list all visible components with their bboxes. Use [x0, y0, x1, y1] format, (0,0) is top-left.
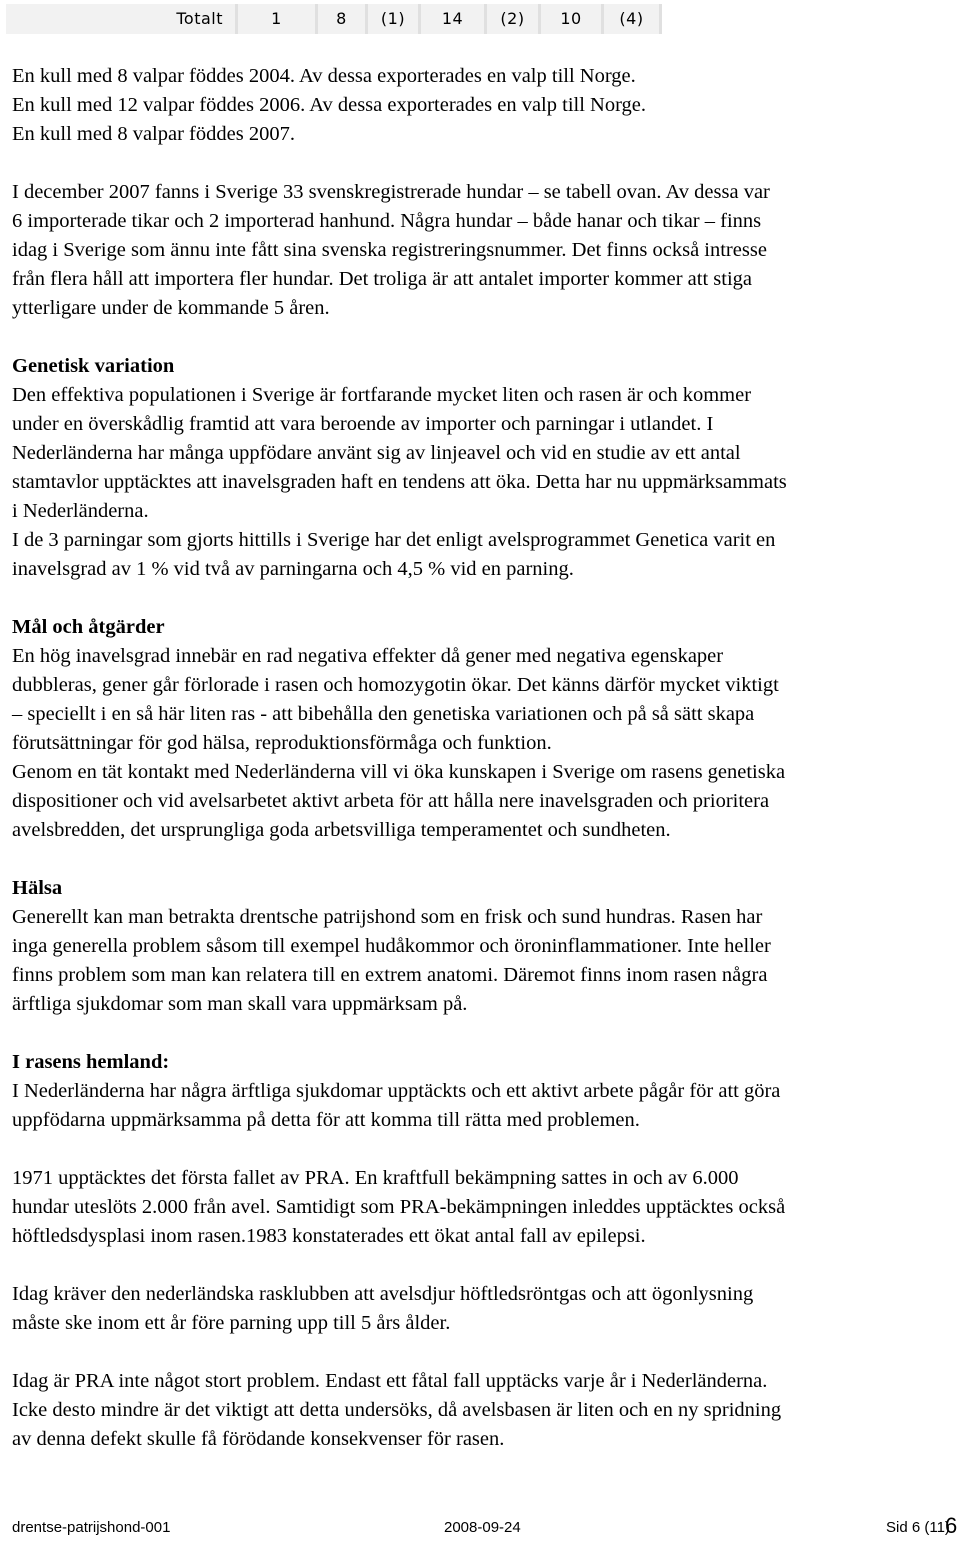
- text-line: avelsbredden, det ursprungliga goda arbetsvilliga temperamentet och sundheten.: [12, 819, 671, 841]
- text-line: från flera håll att importera fler hundar. Det troliga är att antalet importer kommer att stiga: [12, 268, 752, 290]
- section-heading: Genetisk variation: [12, 355, 175, 377]
- stats-table-row: [6, 4, 662, 34]
- table-cell: (1): [368, 4, 421, 34]
- text-line: Icke desto mindre är det viktigt att detta undersöks, då avelsbasen är liten och en ny spridning: [12, 1399, 782, 1421]
- goals-section: [12, 613, 960, 845]
- text-line: inga generella problem såsom till exempel hudåkommor och öroninflammationer. Inte heller: [12, 935, 771, 957]
- text-line: dubbleras, gener går förlorade i rasen och homozygotin ökar. Det känns därför mycket viktigt: [12, 674, 779, 696]
- text-line: måste ske inom ett år före parning upp till 5 års ålder.: [12, 1312, 451, 1334]
- text-line: En kull med 8 valpar föddes 2004. Av dessa exporterades en valp till Norge.: [12, 65, 636, 87]
- text-line: uppfödarna uppmärksamma på detta för att komma till rätta med problemen.: [12, 1109, 640, 1131]
- text-line: ärftliga sjukdomar som man skall vara uppmärksam på.: [12, 993, 468, 1015]
- table-cell-total-label: Totalt: [6, 4, 238, 34]
- text-line: 1971 upptäcktes det första fallet av PRA. En kraftfull bekämpning sattes in och av 6.000: [12, 1167, 739, 1189]
- page-number: 6: [945, 1513, 958, 1538]
- intro-paragraph: [12, 62, 960, 149]
- text-line: I december 2007 fanns i Sverige 33 svenskregistrerade hundar – se tabell ovan. Av dessa var: [12, 181, 770, 203]
- text-line: En kull med 8 valpar föddes 2007.: [12, 123, 295, 145]
- text-line: I de 3 parningar som gjorts hittills i Sverige har det enligt avelsprogrammet Genetica varit en: [12, 529, 776, 551]
- section-heading: Mål och åtgärder: [12, 616, 165, 638]
- table-cell: 10: [541, 4, 604, 34]
- page-footer: [12, 1513, 960, 1541]
- text-line: Generellt kan man betrakta drentsche patrijshond som en frisk och sund hundras. Rasen har: [12, 906, 763, 928]
- table-cell: (2): [487, 4, 541, 34]
- text-line: dispositioner och vid avelsarbetet aktivt arbeta för att hålla nere inavelsgraden och prioritera: [12, 790, 770, 812]
- text-line: hundar uteslöts 2.000 från avel. Samtidigt som PRA-bekämpningen inleddes upptäcktes också: [12, 1196, 786, 1218]
- text-line: 6 importerade tikar och 2 importerad hanhund. Några hundar – både hanar och tikar – finns: [12, 210, 762, 232]
- text-line: Idag kräver den nederländska rasklubben att avelsdjur höftledsröntgas och att ögonlysning: [12, 1283, 754, 1305]
- homeland-section: [12, 1048, 960, 1454]
- text-line: förutsättningar för god hälsa, reproduktionsförmåga och funktion.: [12, 732, 552, 754]
- text-line: av denna defekt skulle få förödande konsekvenser för rasen.: [12, 1428, 505, 1450]
- text-line: stamtavlor upptäcktes att inavelsgraden haft en tendens att öka. Detta har nu uppmärksammats: [12, 471, 787, 493]
- footer-date: 2008-09-24: [444, 1519, 521, 1536]
- text-line: höftledsdysplasi inom rasen.1983 konstaterades ett ökat antal fall av epilepsi.: [12, 1225, 646, 1247]
- text-line: Den effektiva populationen i Sverige är fortfarande mycket liten och rasen är och kommer: [12, 384, 752, 406]
- section-heading: Hälsa: [12, 877, 63, 899]
- text-line: I Nederländerna har några ärftliga sjukdomar upptäckts och ett aktivt arbete pågår för att göra: [12, 1080, 781, 1102]
- genetics-section: [12, 352, 960, 584]
- text-line: under en överskådlig framtid att vara beroende av importer och parningar i utlandet. I: [12, 413, 714, 435]
- text-line: i Nederländerna.: [12, 500, 149, 522]
- table-cell: 8: [318, 4, 368, 34]
- text-line: Idag är PRA inte något stort problem. Endast ett fåtal fall upptäcks varje år i Nederländerna.: [12, 1370, 768, 1392]
- text-line: – speciellt i en så här liten ras - att bibehålla den genetiska variationen och på så sätt skapa: [12, 703, 755, 725]
- text-line: inavelsgrad av 1 % vid två av parningarna och 4,5 % vid en parning.: [12, 558, 574, 580]
- text-line: ytterligare under de kommande 5 åren.: [12, 297, 330, 319]
- text-line: Nederländerna har många uppfödare använt sig av linjeavel och vid en studie av ett antal: [12, 442, 741, 464]
- footer-doc-id: drentse-patrijshond-001: [12, 1519, 171, 1536]
- import-paragraph: [12, 178, 960, 323]
- text-line: Genom en tät kontakt med Nederländerna vill vi öka kunskapen i Sverige om rasens genetiska: [12, 761, 786, 783]
- text-line: finns problem som man kan relatera till en extrem anatomi. Däremot finns inom rasen några: [12, 964, 768, 986]
- footer-page-label: Sid 6 (11): [886, 1519, 950, 1536]
- section-heading: I rasens hemland:: [12, 1051, 170, 1073]
- table-cell: 1: [238, 4, 318, 34]
- text-line: En kull med 12 valpar föddes 2006. Av dessa exporterades en valp till Norge.: [12, 94, 647, 116]
- table-cell: (4): [604, 4, 662, 34]
- text-line: En hög inavelsgrad innebär en rad negativa effekter då gener med negativa egenskaper: [12, 645, 724, 667]
- health-section: [12, 874, 960, 1019]
- text-line: idag i Sverige som ännu inte fått sina svenska registreringsnummer. Det finns också intresse: [12, 239, 767, 261]
- document-body: [12, 62, 960, 1454]
- table-cell: 14: [421, 4, 487, 34]
